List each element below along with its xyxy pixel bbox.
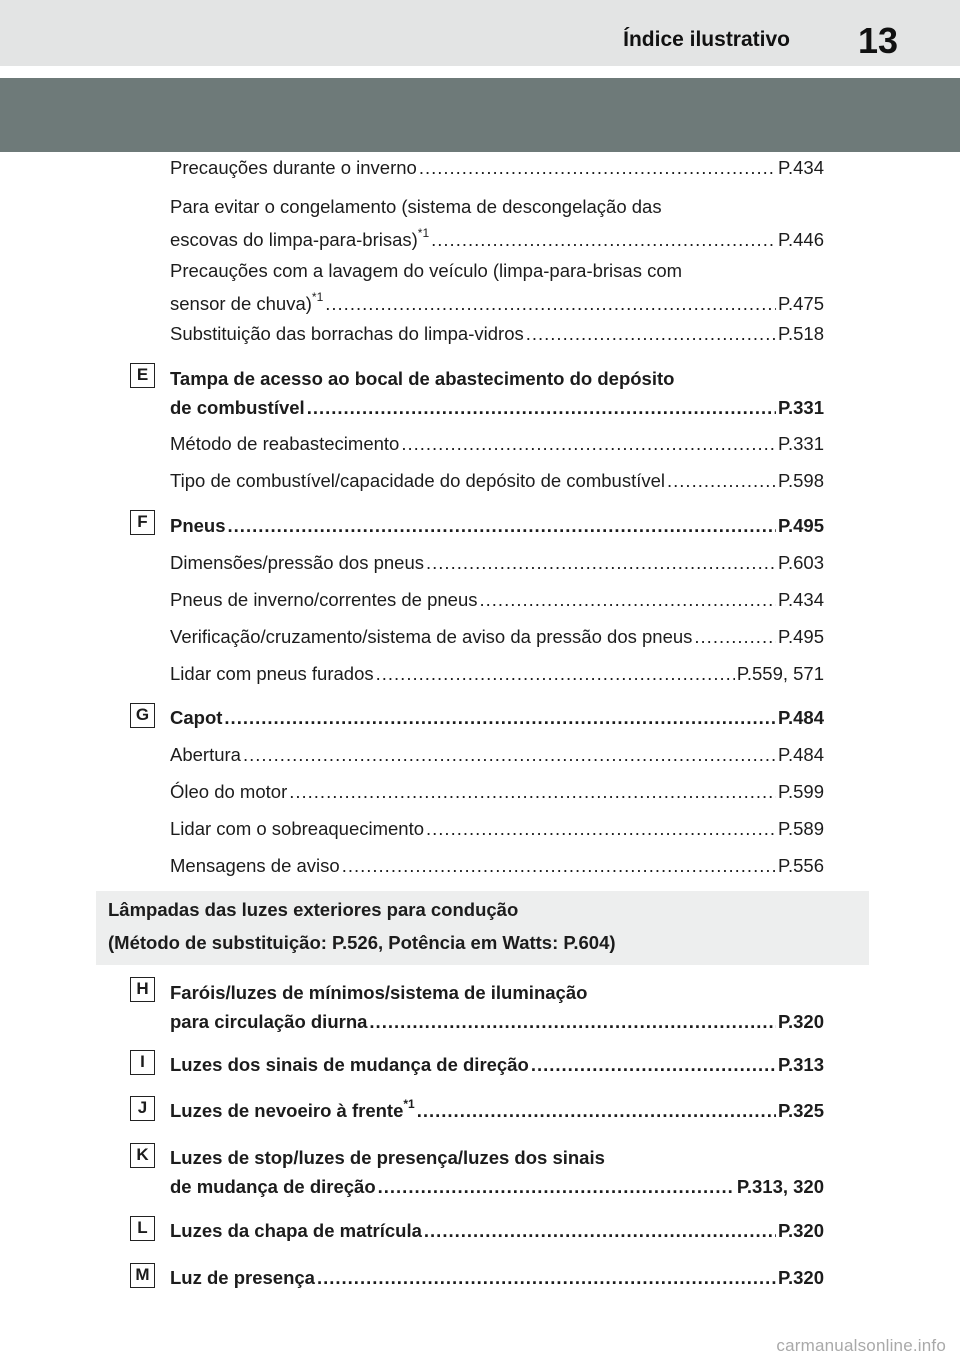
index-entry-main: Capot ..... P.484	[170, 703, 824, 732]
page-ref: P.484	[778, 744, 824, 765]
page-ref: P.598	[778, 470, 824, 491]
header-band	[0, 78, 960, 152]
callout-letter-h: H	[130, 977, 155, 1002]
page-ref: P.313, 320	[736, 1176, 824, 1197]
page-ref: P.331	[778, 397, 824, 418]
page-ref: P.495	[778, 626, 824, 647]
callout-letter-l: L	[130, 1216, 155, 1241]
index-entry: Precauções durante o inverno ..... P.434	[170, 153, 824, 182]
callout-letter-k: K	[130, 1143, 155, 1168]
index-entry: Óleo do motor ..... P.599	[170, 777, 824, 806]
index-entry-main: Faróis/luzes de mínimos/sistema de iluminação para circulação diurna ..... P.320	[170, 978, 824, 1036]
index-entry: Método de reabastecimento ..... P.331	[170, 429, 824, 458]
index-entry: Abertura ..... P.484	[170, 740, 824, 769]
page-ref: P.320	[778, 1267, 824, 1288]
index-entry: Precauções com a lavagem do veículo (limpa-para-brisas com sensor de chuva)$^{*1}$ ..... P.475	[170, 256, 824, 318]
index-entry-main: Pneus ..... P.495	[170, 511, 824, 540]
section-title: Índice ilustrativo	[623, 28, 790, 51]
page-ref: P.603	[778, 552, 824, 573]
index-entry: Verificação/cruzamento/sistema de aviso da pressão dos pneus ..... P.495	[170, 622, 824, 651]
page-ref: P.599	[778, 781, 824, 802]
page-ref: P.320	[778, 1011, 824, 1032]
index-entry: Para evitar o congelamento (sistema de descongelação das escovas do limpa-para-brisas)$^{*1}$ ..... P.446	[170, 192, 824, 254]
index-entry: Tipo de combustível/capacidade do depósito de combustível ..... P.598	[170, 466, 824, 495]
callout-letter-j: J	[130, 1096, 155, 1121]
watermark: carmanualsonline.info	[776, 1336, 946, 1355]
page-number: 13	[857, 20, 898, 61]
page-ref: P.518	[778, 323, 824, 344]
page-ref: P.331	[778, 433, 824, 454]
index-entry-main: Luzes de stop/luzes de presença/luzes dos sinais de mudança de direção ..... P.313, 320	[170, 1143, 824, 1201]
index-entry: Lidar com pneus furados ..... P.559, 571	[170, 659, 824, 688]
index-entry-main: Luzes dos sinais de mudança de direção ..... P.313	[170, 1050, 824, 1079]
page-ref: P.434	[778, 157, 824, 178]
header-bar	[0, 0, 960, 66]
page-ref: P.434	[778, 589, 824, 610]
callout-letter-i: I	[130, 1050, 155, 1075]
page-ref: P.556	[778, 855, 824, 876]
index-entry-main: Luzes de nevoeiro à frente$^{*1}$ ..... P.325	[170, 1096, 824, 1125]
index-entry-main: Luzes da chapa de matrícula ..... P.320	[170, 1216, 824, 1245]
index-entry: Dimensões/pressão dos pneus ..... P.603	[170, 548, 824, 577]
lamps-heading: Lâmpadas das luzes exteriores para condução	[108, 899, 519, 920]
callout-letter-e: E	[130, 363, 155, 388]
callout-letter-m: M	[130, 1263, 155, 1288]
page-ref: P.325	[778, 1100, 824, 1121]
index-entry: Lidar com o sobreaquecimento ..... P.589	[170, 814, 824, 843]
page-ref: P.559, 571	[736, 663, 824, 684]
callout-letter-g: G	[130, 703, 155, 728]
lamps-heading-box	[96, 891, 869, 965]
index-entry: Substituição das borrachas do limpa-vidros ..... P.518	[170, 319, 824, 348]
index-entry: Mensagens de aviso ..... P.556	[170, 851, 824, 880]
page-ref: P.589	[778, 818, 824, 839]
index-entry-main: Luz de presença ..... P.320	[170, 1263, 824, 1292]
page-ref: P.313	[778, 1054, 824, 1075]
page-ref: P.495	[778, 515, 824, 536]
lamps-subheading: (Método de substituição: P.526, Potência em Watts: P.604)	[108, 932, 616, 953]
index-entry-main: Tampa de acesso ao bocal de abastecimento do depósito de combustível ..... P.331	[170, 364, 824, 422]
page-ref: P.475	[778, 293, 824, 314]
page-ref: P.320	[778, 1220, 824, 1241]
callout-letter-f: F	[130, 510, 155, 535]
index-entry: Pneus de inverno/correntes de pneus ..... P.434	[170, 585, 824, 614]
page-ref: P.446	[778, 229, 824, 250]
page-ref: P.484	[778, 707, 824, 728]
